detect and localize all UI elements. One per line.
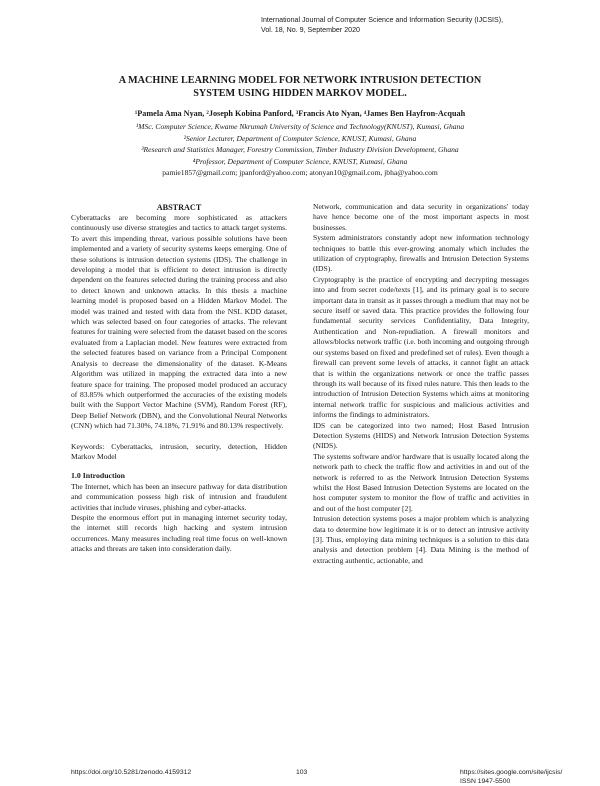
right-paragraph-1: Network, communication and data security in organizations' today have hence become one of the most important aspects in most businesses. — [313, 202, 529, 232]
footer-issn: ISSN 1947-5500 — [460, 778, 511, 785]
journal-volume: Vol. 18, No. 9, September 2020 — [261, 26, 360, 34]
affiliations — [40, 121, 560, 167]
title-line-2: SYSTEM USING HIDDEN MARKOV MODEL. — [193, 88, 407, 100]
right-paragraph-4: IDS can be categorized into two named; Host Based Intrusion Detection Systems (HIDS) and Network Intrusion Detection Systems (NIDS). — [313, 420, 529, 451]
affiliation-3: ³Research and Statistics Manager, Forestry Commission, Timber Industry Division Development, Ghana — [141, 145, 459, 154]
keywords: Keywords: Cyberattacks, intrusion, security, detection, Hidden Markov Model — [71, 441, 287, 461]
right-column — [313, 202, 529, 566]
left-column — [71, 202, 287, 555]
author-list: ¹Pamela Ama Nyan, ²Joseph Kobina Panford, ³Francis Ato Nyan, ⁴James Ben Hayfron-Acquah — [134, 109, 466, 118]
affiliation-1: ¹MSc. Computer Science, Kwame Nkrumah University of Science and Technology(KNUST), Kumasi, Ghana — [135, 122, 465, 131]
right-paragraph-5: The systems software and/or hardware that is usually located along the network path to check the traffic flow and activities in and out of the network is referred to as the Network Intrusion Detection Systems whilst the Host Based Intrusion Detection Systems are located on the host computer system to monitor the flow of traffic and activities in and out of the host computer [2]. — [313, 451, 529, 513]
author-emails: pamie1857@gmail.com; jpanford@yahoo.com; atonyan10@gmail.com, jbha@yahoo.com — [162, 168, 438, 177]
abstract-heading: ABSTRACT — [156, 203, 202, 212]
right-paragraph-2: System administrators constantly adopt new information technology techniques to battle this ever-growing anomaly which includes the utilization of cryptography, firewalls and Intrusion Detection Systems (IDS). — [313, 233, 529, 274]
right-paragraph-3: Cryptography is the practice of encrypting and decrypting messages into and from secret code/texts [1], and its primary goal is to secure important data in transit as it passes through a medium that may not be secure itself or saved data. This practice provides the following four fundamental security services Confidentiality, Data Integrity, Authentication and Non-repudiation. A firewall monitors and allows/blocks network traffic (i.e. both incoming and outgoing through our systems based on fixed and predefined set of rules). Even though a firewall can prevent some levels of attacks, it cannot fight an attack that is within the organizations network or once the traffic passes through its wall because of its fixed rules nature. This then leads to the introduction of Intrusion Detection Systems which aims at monitoring internal network traffic for suspicious and malicious activities and informs the findings to administrators. — [313, 274, 529, 420]
intro-paragraph-2: Despite the enormous effort put in managing internet security today, the internet still records high hacking and system intrusion occurrences. Many measures including real time focus on well-known attacks and threats are taken into consideration daily. — [71, 512, 287, 554]
paper-title — [40, 74, 560, 101]
journal-name: International Journal of Computer Science and Information Security (IJCSIS), — [261, 16, 504, 24]
footer-doi-link[interactable]: https://doi.org/10.5281/zenodo.4159312 — [71, 769, 192, 776]
title-line-1: A MACHINE LEARNING MODEL FOR NETWORK INTRUSION DETECTION — [118, 75, 482, 86]
intro-paragraph-1: The Internet, which has been an insecure pathway for data distribution and communication possess high risk of intrusion and fraudulent activities that include viruses, phishing and cyber-attacks. — [71, 481, 287, 512]
journal-header — [261, 15, 561, 35]
section-heading-introduction: 1.0 Introduction — [71, 471, 126, 481]
right-paragraph-6: Intrusion detection systems poses a major problem which is analyzing data to determine how legitimate it is or to detect an intrusive activity [3]. Thus, employing data mining techniques is a solution to this data analysis and detection problem [4]. Data Mining is the method of extracting authentic, actionable, and — [313, 514, 529, 565]
page-number: 103 — [296, 769, 308, 776]
abstract-text: Cyberattacks are becoming more sophisticated as attackers continuously use diverse strategies and tactics to attack target systems. To avert this impending threat, various possible solutions have been implemented and a variety of security systems keeps emerging. One of these solutions is intrusion detection systems (IDS). The challenge in developing a model that is efficient to detect intrusion is directly dependent on the features selected during the training process and also to detect known and unknown attacks. In this thesis a machine learning model is proposed based on a Hidden Markov Model. The model was trained and tested with data from the NSL KDD dataset, which was selected based on four categories of attacks. The relevant features for training were selected from the dataset based on the scores evaluated from a Laplacian model. New features were extracted from the selected features based on variance from a Principal Component Analysis to decrease the dimensionality of the dataset. K-Means Algorithm was utilized in mapping the extracted data into a new feature space for training. The proposed model produced an accuracy of 83.85% which outperformed the accuracies of the existing models built with the Support Vector Machine (SVM), Random Forest (RF), Deep Belief Network (DBN), and the Convolutional Neural Networks (CNN) which had 71.30%, 74.18%, 71.91% and 80.13% respectively. — [71, 213, 287, 431]
affiliation-2: ²Senior Lecturer, Department of Computer Science, KNUST, Kumasi, Ghana — [183, 133, 417, 143]
footer-site-link[interactable]: https://sites.google.com/site/ijcsis/ — [460, 769, 563, 776]
affiliation-4: ⁴Professor, Department of Computer Science, KNUST, Kumasi, Ghana — [192, 156, 408, 166]
